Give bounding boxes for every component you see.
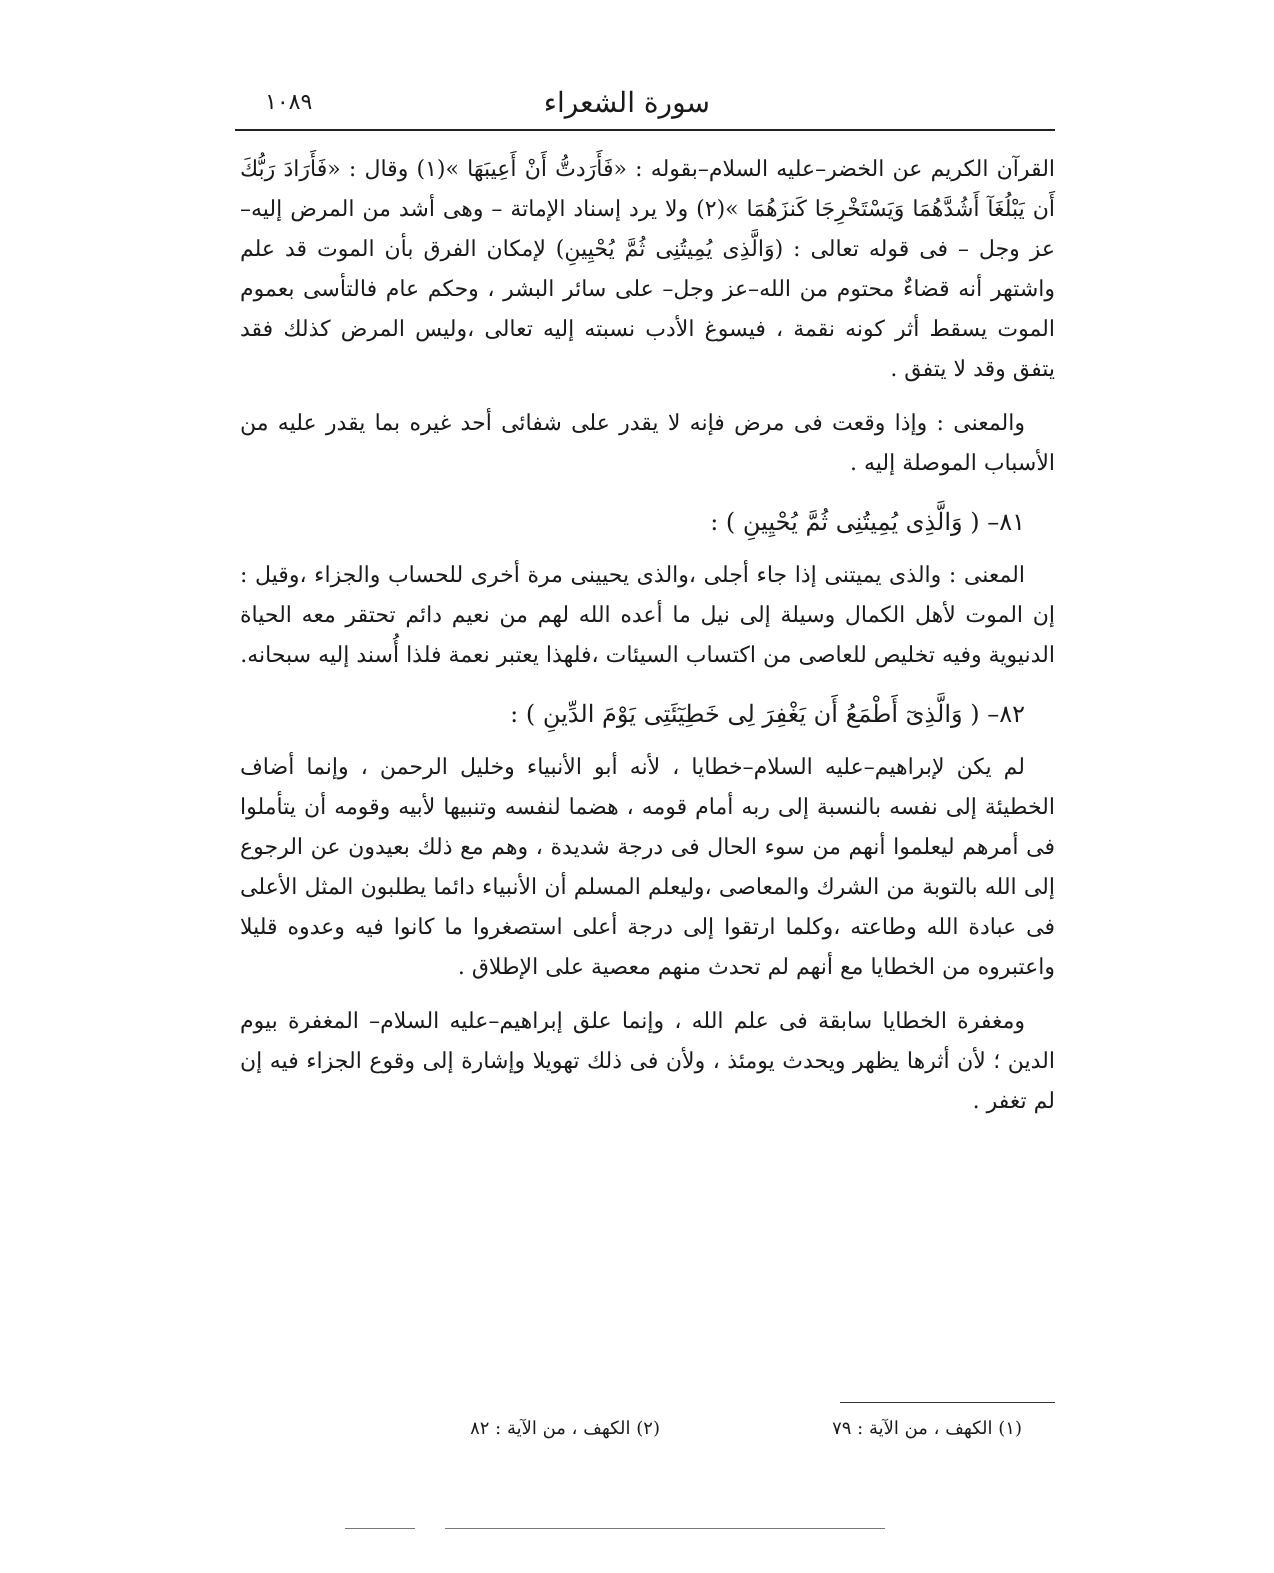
header-divider bbox=[235, 129, 1055, 131]
paragraph-5: ومغفرة الخطايا سابقة فى علم الله ، وإنما علق إبراهيم–عليه السلام– المغفرة بيوم الدين ؛ لأن أثرها يظهر ويحدث يومئذ ، ولأن فى ذلك تهويلا وإشارة إلى وقوع الجزاء فيه إن لم تغفر . bbox=[240, 1009, 1055, 1114]
scan-artifact-line bbox=[445, 1528, 885, 1529]
page-header bbox=[235, 80, 1055, 128]
verse-81-heading: ٨١– ( وَالَّذِى يُمِيتُنِى ثُمَّ يُحْيِينِ ) : bbox=[710, 508, 1025, 536]
paragraph-3: المعنى : والذى يميتنى إذا جاء أجلى ،والذى يحيينى مرة أخرى للحساب والجزاء ،وقيل : إن الموت لأهل الكمال وسيلة إلى نيل ما أعده الله لهم من نعيم دائم تحتقر معه الحياة الدنيوية وفيه تخليص للعاصى من اكتساب السيئات ،فلهذا يعتبر نعمة فلذا أُسند إليه سبحانه. bbox=[240, 563, 1055, 668]
page-body bbox=[240, 150, 1055, 1136]
footnotes bbox=[380, 1418, 1040, 1452]
paragraph-4: لم يكن لإبراهيم–عليه السلام–خطايا ، لأنه أبو الأنبياء وخليل الرحمن ، وإنما أضاف الخطيئة إلى نفسه بالنسبة إلى ربه أمام قومه ، هضما لنفسه وتنبيها لأبيه وقومه أن يتأملوا فى أمرهم ليعلموا أنهم من سوء الحال فى درجة شديدة ، وهم مع ذلك بعيدون عن الرجوع إلى الله بالتوبة من الشرك والمعاصى ،وليعلم المسلم أن الأنبياء دائما يطلبون المثل الأعلى فى عبادة الله وطاعته ،وكلما ارتقوا إلى درجة أعلى استصغروا ما كانوا فيه وعدوه قليلا واعتبروه من الخطايا مع أنهم لم تحدث منهم معصية على الإطلاق . bbox=[240, 755, 1055, 980]
surah-title: سورة الشعراء bbox=[543, 86, 710, 119]
footnote-1: (١) الكهف ، من الآية : ٧٩ bbox=[832, 1418, 1022, 1439]
footnote-divider bbox=[840, 1402, 1055, 1403]
page-number: ١٠٨٩ bbox=[265, 90, 313, 115]
footnote-2: (٢) الكهف ، من الآية : ٨٢ bbox=[470, 1418, 660, 1439]
verse-82-heading: ٨٢– ( وَالَّذِىٓ أَطْمَعُ أَن يَغْفِرَ لِى خَطِيٓئَتِى يَوْمَ الدِّينِ ) : bbox=[510, 700, 1025, 728]
paragraph-2: والمعنى : وإذا وقعت فى مرض فإنه لا يقدر على شفائى أحد غيره بما يقدر عليه من الأسباب الموصلة إليه . bbox=[240, 411, 1055, 476]
scan-artifact-line bbox=[345, 1528, 415, 1529]
paragraph-1: القرآن الكريم عن الخضر–عليه السلام–بقوله : «فَأَرَدتُّ أَنْ أَعِيبَهَا »(١) وقال : «فَأَرَادَ رَبُّكَ أَن يَبْلُغَآ أَشُدَّهُمَا وَيَسْتَخْرِجَا كَنزَهُمَا »(٢) ولا يرد إسناد الإماتة – وهى أشد من المرض إليه– عز وجل – فى قوله تعالى : (وَالَّذِى يُمِيتُنِى ثُمَّ يُحْيِينِ) لإمكان الفرق بأن الموت قد علم واشتهر أنه قضاءٌ محتوم من الله–عز وجل– على سائر البشر ، وحكم عام فالتأسى بعموم الموت يسقط أثر كونه نقمة ، فيسوغ الأدب نسبته إليه تعالى ،وليس المرض كذلك فقد يتفق وقد لا يتفق . bbox=[240, 157, 1056, 382]
